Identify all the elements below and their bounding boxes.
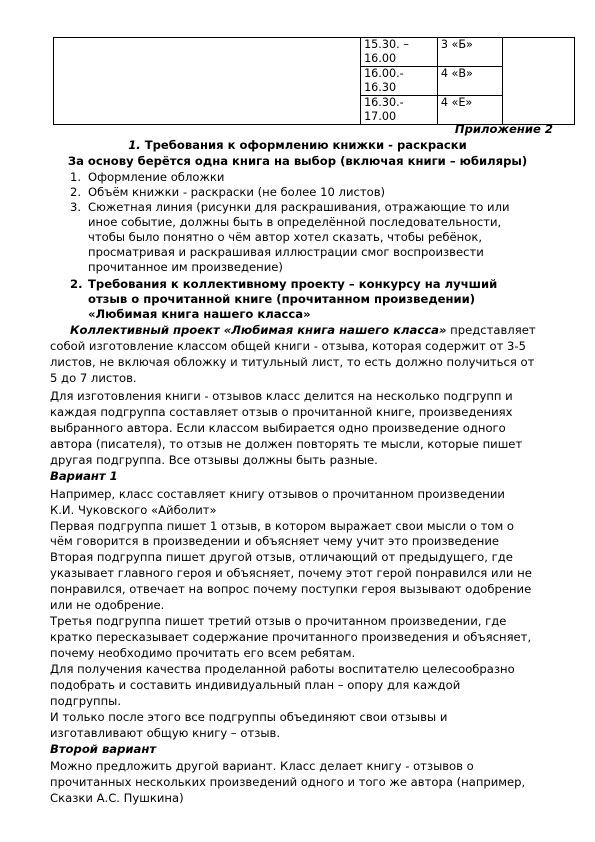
section2-heading-continued: отзыв о прочитанной книге (прочитанном произведении) — [88, 292, 476, 306]
table-cell-time: 16.00.- 16.30 — [361, 67, 438, 96]
table-cell-group: 4 «В» — [437, 67, 503, 96]
table-cell-time: 15.30. – 16.00 — [361, 38, 438, 67]
body-line: понравился, отвечает на вопрос почему поступки героя вызывают одобрение — [50, 582, 532, 596]
body-line: выбранного автора. Если классом выбирается одно произведение одного — [50, 421, 506, 435]
body-line: подобрать и составить индивидуальный план – опору для каждой — [50, 678, 461, 692]
body-line: или не одобрение. — [50, 598, 165, 612]
table-cell-empty — [503, 38, 575, 125]
body-line: собой изготовление классом общей книги - отзыва, которая содержит от 3-5 — [50, 339, 526, 353]
body-line: Для изготовления книги - отзывов класс делится на несколько подгрупп и — [50, 389, 513, 403]
body-line: Вторая подгруппа пишет другой отзыв, отличающий от предыдущего, где — [50, 550, 513, 564]
body-line: Третья подгруппа пишет третий отзыв о прочитанном произведении, где — [50, 614, 507, 628]
body-line: Для получения качества проделанной работы воспитателю целесообразно — [50, 662, 515, 676]
variant1-title: Вариант 1 — [50, 469, 118, 483]
list-item: 1. Оформление обложки — [70, 170, 225, 184]
variant2-title: Второй вариант — [50, 742, 157, 756]
appendix-label: Приложение 2 — [454, 122, 553, 136]
body-line: изготавливают общую книгу – отзыв. — [50, 726, 281, 740]
table-cell-time: 16.30.- 17.00 — [361, 96, 438, 125]
body-line: чём говорится в произведении и объясняет чему учит это произведение — [50, 534, 499, 548]
body-line: подгруппы. — [50, 694, 122, 708]
body-line: автора (писателя), то отзыв не должен повторять те мысли, которые пишет — [50, 437, 523, 451]
list-item: 3. Сюжетная линия (рисунки для раскрашивания, отражающие то или — [70, 200, 510, 214]
section1-subtitle: За основу берётся одна книга на выбор (включая книги – юбиляры) — [67, 154, 528, 168]
table-cell-group: 4 «Е» — [437, 96, 503, 125]
table-cell-empty — [54, 38, 361, 125]
body-line: И только после этого все подгруппы объединяют свои отзывы и — [50, 710, 448, 724]
body-line: Можно предложить другой вариант. Класс делает книгу - отзывов о — [50, 759, 474, 773]
body-line: другая подгруппа. Все отзывы должны быть разные. — [50, 453, 378, 467]
table-cell-group: 3 «Б» — [437, 38, 503, 67]
list-item-continued: иное событие, должны быть в определённой последовательности, — [88, 215, 502, 229]
schedule-table — [53, 37, 575, 125]
body-line: Сказки А.С. Пушкина) — [50, 791, 184, 805]
body-line: почему необходимо прочитать его всем ребятам. — [50, 646, 356, 660]
body-line: прочитанных нескольких произведений одного и того же автора (например, — [50, 775, 526, 789]
body-line: К.И. Чуковского «Айболит» — [50, 503, 217, 517]
list-item-continued: чтобы было понятно о чём автор хотел сказать, чтобы ребёнок, — [88, 230, 483, 244]
section2-heading-continued: «Любимая книга нашего класса» — [88, 307, 311, 321]
body-line: 5 до 7 листов. — [50, 371, 137, 385]
list-item-continued: прочитанное им произведение) — [88, 260, 283, 274]
body-line: указывает главного героя и объясняет, почему этот герой понравился или не — [50, 566, 532, 580]
table-row — [54, 38, 575, 67]
section2-heading: 2. Требования к коллективному проекту – конкурсу на лучший — [70, 277, 498, 291]
body-line: каждая подгруппа составляет отзыв о прочитанной книге, произведениях — [50, 405, 513, 419]
body-line: Первая подгруппа пишет 1 отзыв, в котором выражает свои мысли о том о — [50, 519, 514, 533]
body-line: кратко пересказывает содержание прочитанного произведения и объясняет, — [50, 630, 532, 644]
body-line: листов, не включая обложку и титульный лист, то есть должно получиться от — [50, 355, 535, 369]
body-line: Например, класс составляет книгу отзывов о прочитанном произведении — [50, 487, 505, 501]
body-intro: Коллективный проект «Любимая книга нашего класса» представляет — [70, 323, 536, 337]
list-item-continued: просматривая и раскрашивая иллюстрации смог воспроизвести — [88, 245, 484, 259]
section1-heading: 1. Требования к оформлению книжки - раскраски — [128, 138, 467, 152]
list-item: 2. Объём книжки - раскраски (не более 10 листов) — [70, 185, 386, 199]
